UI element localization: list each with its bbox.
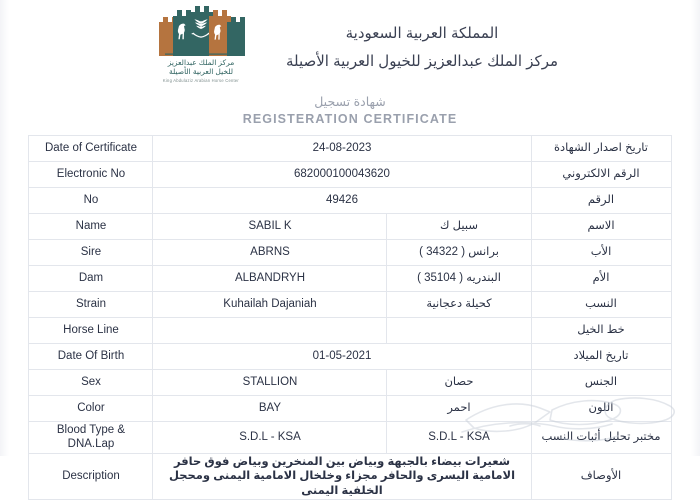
- certificate-header: [9, 0, 691, 92]
- table-row: [29, 396, 671, 422]
- logo-arabic-text: [168, 58, 235, 77]
- row-label-arabic: الجنس: [531, 370, 671, 396]
- table-row: [29, 162, 671, 188]
- table-row: [29, 318, 671, 344]
- row-value-merged: 49426: [153, 188, 531, 214]
- certificate-table-body: [29, 136, 671, 500]
- row-value-arabic: حصان: [387, 370, 531, 396]
- description-value-arabic: شعيرات بيضاء بالجبهة وبياض بين المنخرين وبياض فوق حافر الامامية اليسرى والحافر مجزاء وخلخال الامامية اليمنى ومحجل الخلفية اليمنى: [153, 453, 531, 499]
- row-label-arabic: الأم: [531, 266, 671, 292]
- table-row: [29, 136, 671, 162]
- row-label-english: Sex: [29, 370, 153, 396]
- certificate-title: [9, 94, 691, 126]
- row-value-english: Kuhailah Dajaniah: [153, 292, 387, 318]
- row-label-english: Date of Certificate: [29, 136, 153, 162]
- table-row: [29, 240, 671, 266]
- row-value-arabic: البندريه ( 35104 ): [387, 266, 531, 292]
- table-row: [29, 344, 671, 370]
- table-row: [29, 422, 671, 454]
- row-label-arabic: الأب: [531, 240, 671, 266]
- row-label-english: Name: [29, 214, 153, 240]
- logo-arabic-line-2: للخيل العربية الأصيلة: [168, 67, 233, 77]
- row-label-arabic: الرقم الالكتروني: [531, 162, 671, 188]
- row-label-arabic: تاريخ اصدار الشهادة: [531, 136, 671, 162]
- row-value-arabic: برانس ( 34322 ): [387, 240, 531, 266]
- row-label-english: Horse Line: [29, 318, 153, 344]
- row-value-english: SABIL K: [153, 214, 387, 240]
- logo-arabic-line-1: مركز الملك عبدالعزيز: [167, 58, 235, 67]
- row-label-arabic: الاسم: [531, 214, 671, 240]
- row-label-arabic: الرقم: [531, 188, 671, 214]
- row-label-english: Electronic No: [29, 162, 153, 188]
- row-value-arabic: احمر: [387, 396, 531, 422]
- king-abdulaziz-arabian-horse-center-logo: [142, 6, 260, 90]
- row-label-english: Color: [29, 396, 153, 422]
- kingdom-name: المملكة العربية السعودية: [345, 25, 499, 43]
- table-row: [29, 292, 671, 318]
- row-label-english: Blood Type & DNA.Lap: [29, 422, 153, 454]
- certificate-title-arabic: شهادة تسجيل: [314, 95, 386, 109]
- row-label-english: Strain: [29, 292, 153, 318]
- certificate-details-table: [28, 135, 671, 500]
- row-value-arabic: سبيل ك: [387, 214, 531, 240]
- table-row: [29, 370, 671, 396]
- row-value-english: ABRNS: [153, 240, 387, 266]
- row-value-english: BAY: [153, 396, 387, 422]
- table-row: [29, 188, 671, 214]
- table-row: [29, 266, 671, 292]
- table-row: [29, 214, 671, 240]
- fortress-horses-emblem-icon: [157, 6, 245, 56]
- logo-english-text: King Abdulaziz Arabian Horse Center: [162, 78, 240, 84]
- description-label-arabic: الأوصاف: [531, 453, 671, 499]
- row-value-arabic: [387, 318, 531, 344]
- center-name: مركز الملك عبدالعزيز للخيول العربية الأصيلة: [285, 53, 558, 70]
- row-value-arabic: كحيلة دعجانية: [387, 292, 531, 318]
- row-label-arabic: خط الخيل: [531, 318, 671, 344]
- row-label-english: Date Of Birth: [29, 344, 153, 370]
- row-label-arabic: تاريخ الميلاد: [531, 344, 671, 370]
- row-label-english: Dam: [29, 266, 153, 292]
- organization-titles: [286, 20, 558, 76]
- row-value-english: STALLION: [153, 370, 387, 396]
- row-value-merged: 01-05-2021: [153, 344, 531, 370]
- description-label-english: Description: [29, 453, 153, 499]
- row-value-arabic: S.D.L - KSA: [387, 422, 531, 454]
- row-label-arabic: النسب: [531, 292, 671, 318]
- row-label-english: No: [29, 188, 153, 214]
- row-label-arabic: مختبر تحليل أثبات النسب: [531, 422, 671, 454]
- certificate-title-english: REGISTERATION CERTIFICATE: [242, 112, 458, 126]
- row-value-english: S.D.L - KSA: [153, 422, 387, 454]
- row-label-arabic: اللون: [531, 396, 671, 422]
- row-value-english: [153, 318, 387, 344]
- row-value-merged: 682000100043620: [153, 162, 531, 188]
- row-value-english: ALBANDRYH: [153, 266, 387, 292]
- row-label-english: Sire: [29, 240, 153, 266]
- row-value-merged: 24-08-2023: [153, 136, 531, 162]
- table-row-description: [29, 453, 671, 499]
